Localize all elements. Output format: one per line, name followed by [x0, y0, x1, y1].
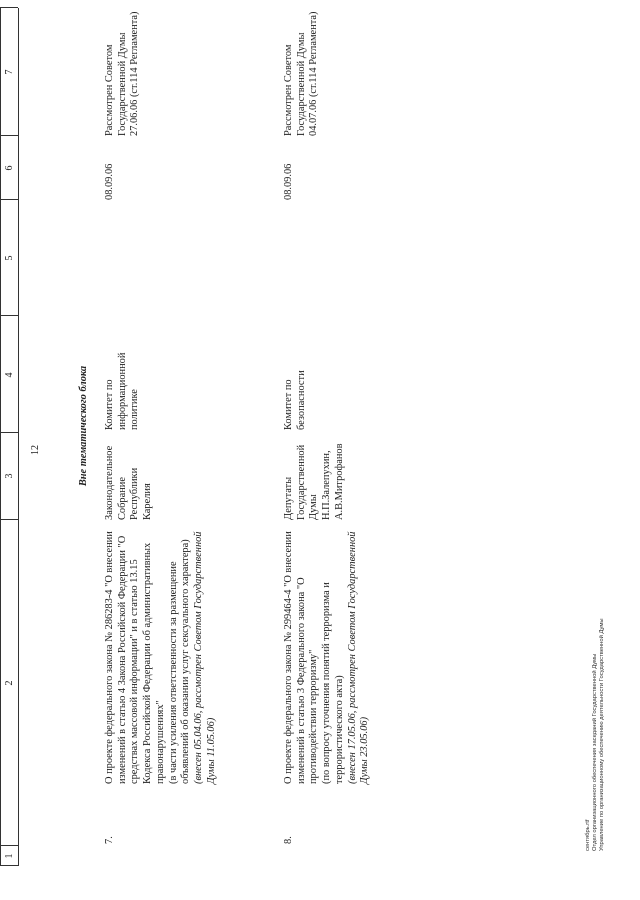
- initiator-cell: Законодательное Собрание Республики Карелия: [104, 445, 154, 520]
- header-divider-5-6: [0, 199, 18, 200]
- bill-title-line: О проекте федерального закона № 286283-4: [104, 589, 115, 784]
- column-header-5: 5: [4, 255, 15, 261]
- column-header-6: 6: [4, 165, 15, 171]
- header-divider-4-5: [0, 315, 18, 316]
- header-divider-2-3: [0, 519, 18, 520]
- status-cell: Рассмотрен Советом Государственной Думы 27.06.06 (ст.114 Регламента): [104, 11, 141, 136]
- header-border-right: [0, 7, 18, 8]
- bill-description: [283, 522, 372, 784]
- row-number: 7.: [104, 836, 115, 844]
- bill-clarification: (в части усиления ответственности за размещение объявлений об оказании услуг сексуального характера): [167, 539, 192, 784]
- column-header-1: 1: [4, 853, 15, 859]
- header-divider-6-7: [0, 135, 18, 136]
- row-number: 8.: [283, 836, 294, 844]
- header-bottom-line: [18, 8, 19, 866]
- bill-note: (внесен 17.05.06, рассмотрен Советом Государственной Думы 23.05.06): [346, 531, 371, 784]
- page-footer: [585, 619, 607, 851]
- footer-directorate: Управление по организационному обеспечению деятельности Государственной Думы: [599, 618, 606, 851]
- status-cell: Рассмотрен Советом Государственной Думы 04.07.06 (ст.114 Регламента): [283, 11, 320, 136]
- footer-filename: сентябрь.rtf: [585, 819, 591, 851]
- bill-note: (внесен 05.04.06, рассмотрен Советом Государственной Думы 11.05.06): [192, 531, 217, 784]
- column-header-4: 4: [4, 372, 15, 378]
- footer-department: Отдел организационного обеспечения заседаний Государственной Думы: [592, 653, 599, 851]
- committee-cell: Комитет по информационной политике: [104, 352, 141, 430]
- column-header-7: 7: [4, 69, 15, 75]
- initiator-cell: Депутаты Государственной Думы Н.П.Залепухин, А.В.Митрофанов: [283, 443, 345, 520]
- committee-cell: Комитет по безопасности: [283, 370, 307, 430]
- bill-description: [104, 522, 218, 784]
- bill-body: "О внесении изменений в статью 4 Закона Российской Федерации "О средствах массовой информации" и в статью 13.15 Кодекса Российской Федерации об административных правонарушениях": [104, 531, 166, 784]
- header-top-line: [0, 8, 1, 866]
- header-divider-3-4: [0, 432, 18, 433]
- column-header-2: 2: [4, 680, 15, 686]
- page-number: 12: [30, 445, 41, 455]
- section-title: Вне тематического блока: [78, 365, 89, 487]
- bill-body: "О внесении изменений в статью 3 Федерального закона "О противодействии терроризму": [283, 531, 320, 784]
- bill-title-line: О проекте федерального закона № 299464-4: [283, 589, 294, 784]
- date-cell: 08.09.06: [283, 163, 294, 200]
- column-header-3: 3: [4, 473, 15, 479]
- bill-clarification: (по вопросу уточнения понятий терроризма и террористического акта): [321, 582, 345, 784]
- date-cell: 08.09.06: [104, 163, 115, 200]
